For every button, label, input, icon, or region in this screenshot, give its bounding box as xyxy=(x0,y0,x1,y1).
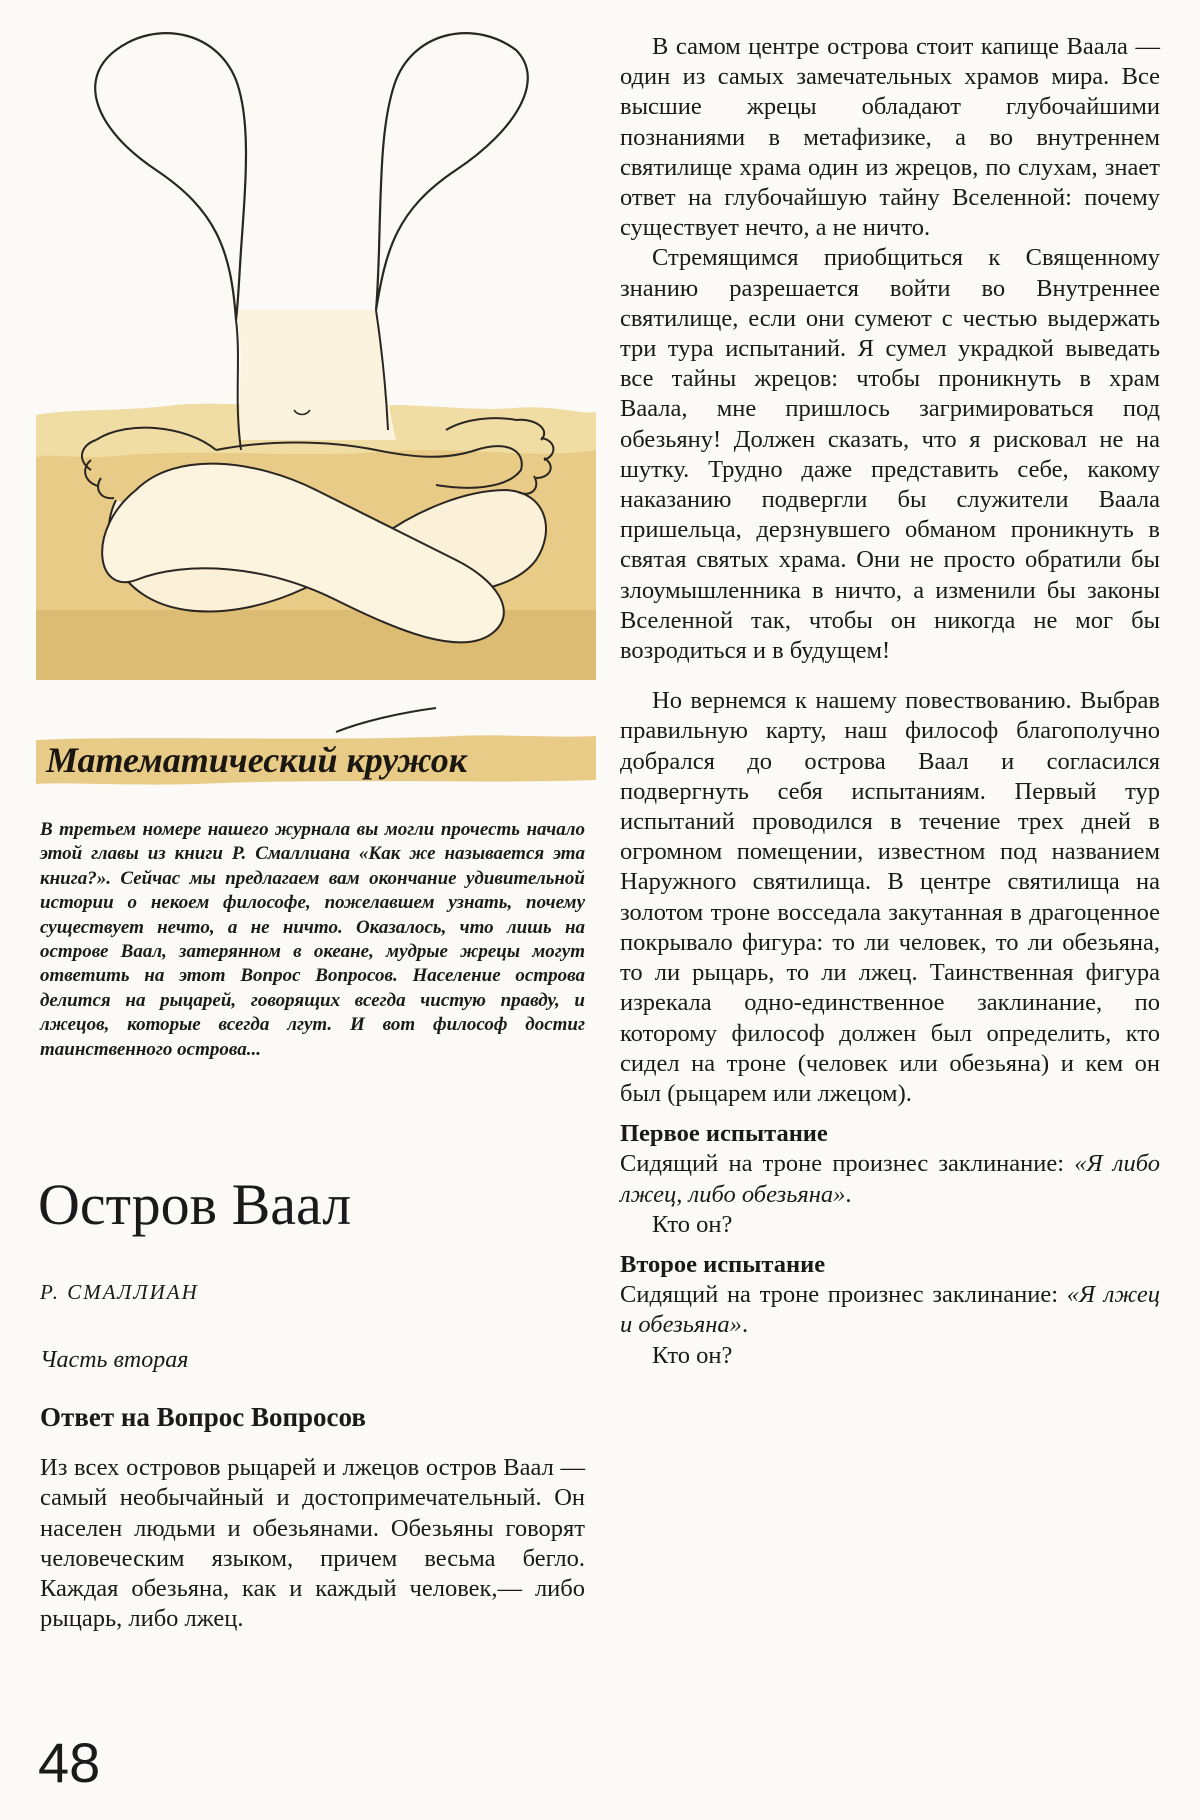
test-2-statement: Сидящий на троне произнес заклинание: xyxy=(620,1281,1067,1309)
seated-figure-illustration xyxy=(36,20,596,810)
test-2-text: Сидящий на троне произнес заклинание: «Я лжец и обезьяна». xyxy=(620,1281,1160,1339)
test-2-quote: «Я лжец и обезьяна» xyxy=(620,1281,1160,1339)
test-1-quote: «Я либо лжец, либо обезьяна» xyxy=(620,1150,1160,1208)
right-column xyxy=(620,32,1160,1371)
author: Р. СМАЛЛИАН xyxy=(40,1280,199,1304)
test-2-question: Кто он? xyxy=(652,1341,733,1369)
part-label: Часть вторая xyxy=(40,1347,189,1373)
page-number: 48 xyxy=(38,1731,101,1794)
test-1-statement: Сидящий на троне произнес заклинание: xyxy=(620,1150,1075,1178)
intro-paragraph: В третьем номере нашего журнала вы могли прочесть начало этой главы из книги Р. Смаллиана «Как же называется эта книга?». Сейчас мы предлагаем вам окончание удивительной истории о некоем философе, пожелавшем узнать, почему существует нечто, а не ничто. Оказалось, что лишь на острове Ваал, затерянном в океане, мудрые жрецы могут ответить на этот Вопрос Вопросов. Население острова делится на рыцарей, говорящих всегда чистую правду, и лжецов, которые всегда лгут. И вот философ достиг таинственного острова... xyxy=(40,819,585,1060)
paragraph-sanctuary: Стремящимся приобщиться к Священному знанию разрешается войти во Внутреннее святилище, если они сумеют с честью выдержать три тура испытаний. Я сумел украдкой выведать все тайны жрецов: чтобы проникнуть в храм Ваала, мне пришлось загримироваться под обезьяну! Должен сказать, что я рисковал не на шутку. Трудно даже представить себе, какому наказанию подвергли бы служители Ваала пришельца, дерзнувшего обманом проникнуть в святая святых храма. Они не просто обратили бы злоумышленника в ничто, а изменили бы законы Вселенной так, чтобы он никогда не мог бы возродиться и в будущем! xyxy=(620,244,1160,665)
seated-figure-illustration-icon xyxy=(36,20,596,810)
left-body-paragraph: Из всех островов рыцарей и лжецов остров Ваал — самый необычайный и достопримечательный. Он населен людьми и обезьянами. Обезьяны говорят человеческим языком, причем весьма бегло. Каждая обезьяна, как и каждый человек,— либо рыцарь, либо лжец. xyxy=(40,1454,585,1633)
section-heading: Ответ на Вопрос Вопросов xyxy=(40,1402,366,1432)
test-1-question: Кто он? xyxy=(652,1210,733,1238)
paragraph-tests-intro: Но вернемся к нашему повествованию. Выбрав правильную карту, наш философ благополучно добрался до острова Ваал и согласился подвергнуть себя испытаниям. Первый тур испытаний проводился в течение трех дней в огромном помещении, известном под названием Наружного святилища. В центре святилища на золотом троне восседала закутанная в драгоценное покрывало фигура: то ли человек, то ли обезьяна, то ли рыцарь, то ли лжец. Таинственная фигура изрекала одно-единственное заклинание, по которому философ должен был определить, кто сидел на троне (человек или обезьяна) и кем он был (рыцарем или лжецом). xyxy=(620,687,1160,1107)
test-1-text: Сидящий на троне произнес заклинание: «Я либо лжец, либо обезьяна». xyxy=(620,1150,1160,1208)
test-1-heading: Первое испытание xyxy=(620,1120,828,1148)
test-2-heading: Второе испытание xyxy=(620,1250,826,1278)
section-banner-text: Математический кружок xyxy=(46,740,467,780)
article-title: Остров Ваал xyxy=(38,1172,352,1237)
paragraph-temple: В самом центре острова стоит капище Ваала — один из самых замечательных храмов мира. Все высшие жрецы обладают глубочайшими познаниями в метафизике, а во внутреннем святилище храма один из жрецов, по слухам, знает ответ на глубочайшую тайну Вселенной: почему существует нечто, а не ничто. xyxy=(620,33,1160,242)
